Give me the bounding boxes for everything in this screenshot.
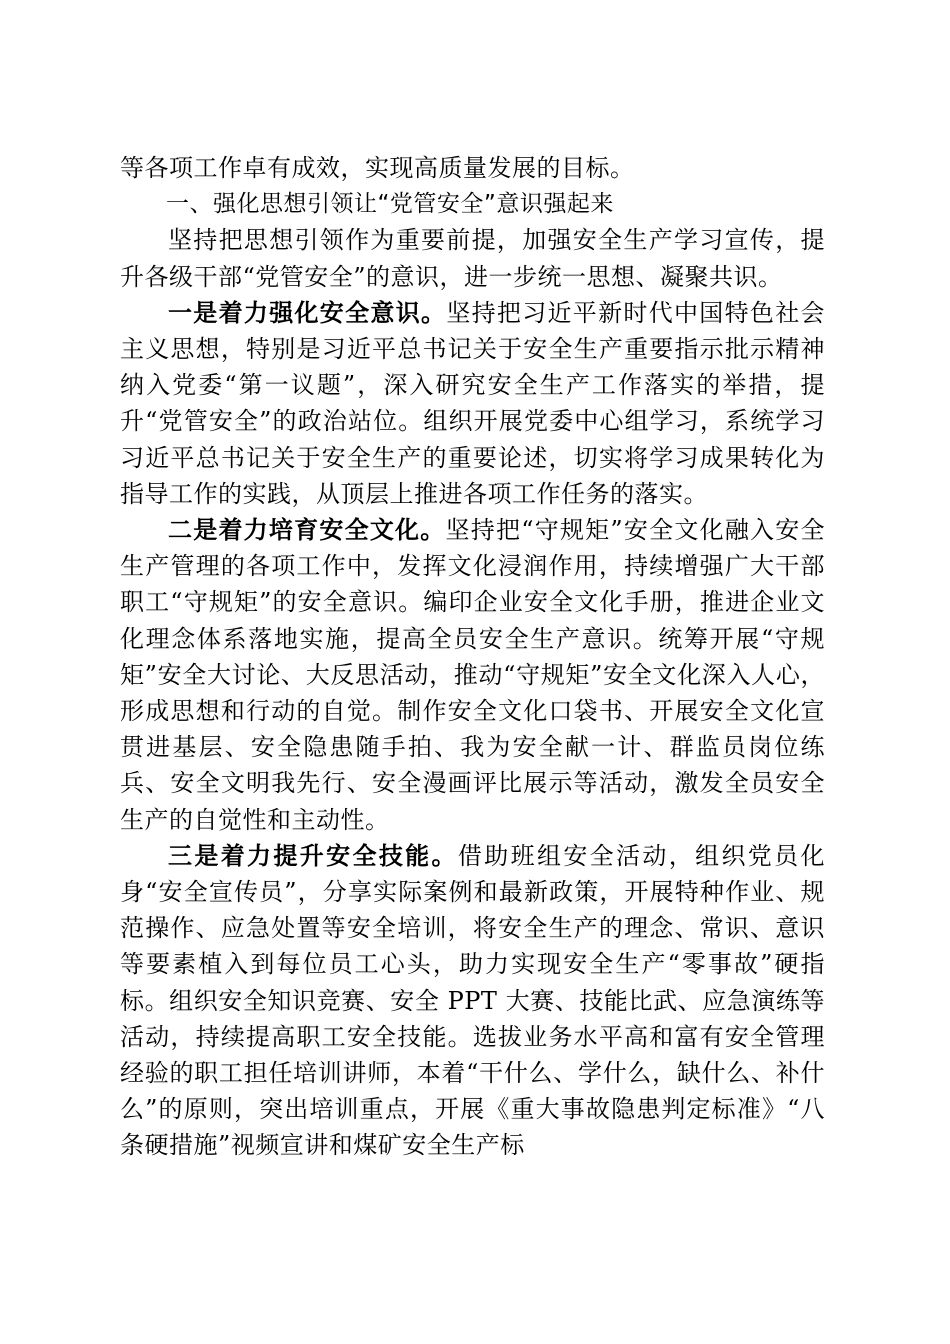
- continuation-line: 等各项工作卓有成效，实现高质量发展的目标。: [120, 154, 635, 182]
- document-body: [120, 150, 825, 1164]
- item-paragraph-2: [120, 512, 825, 838]
- item-body-2: 坚持把“守规矩”安全文化融入安全生产管理的各项工作中，发挥文化浸润作用，持续增强广大干部职工“守规矩”的安全意识。编印企业安全文化手册，推进企业文化理念体系落地实施，提高全员安全生产意识。统筹开展“守规矩”安全大讨论、大反思活动，推动“守规矩”安全文化深入人心，形成思想和行动的自觉。制作安全文化口袋书、开展安全文化宣贯进基层、安全隐患随手拍、我为安全献一计、群监员岗位练兵、安全文明我先行、安全漫画评比展示等活动，激发全员安全生产的自觉性和主动性。: [120, 516, 826, 834]
- intro-paragraph: 坚持把思想引领作为重要前提，加强安全生产学习宣传，提升各级干部“党管安全”的意识，进一步统一思想、凝聚共识。: [120, 226, 825, 291]
- item-paragraph-1: [120, 295, 825, 512]
- item-lead-1: 一是着力强化安全意识。: [168, 297, 447, 327]
- item-paragraph-3: [120, 838, 825, 1164]
- item-body-3: 借助班组安全活动，组织党员化身“安全宣传员”，分享实际案例和最新政策，开展特种作业、规范操作、应急处置等安全培训，将安全生产的理念、常识、意识等要素植入到每位员工心头，助力实现安全生产“零事故”硬指标。组织安全知识竞赛、安全 PPT 大赛、技能比武、应急演练等活动，持续提高职工安全技能。选拔业务水平高和富有安全管理经验的职工担任培训讲师，本着“干什么、学什么，缺什么、补什么”的原则，突出培训重点，开展《重大事故隐患判定标准》“八条硬措施”视频宣讲和煤矿安全生产标: [120, 841, 826, 1160]
- item-lead-3: 三是着力提升安全技能。: [168, 840, 458, 870]
- item-body-1: 坚持把习近平新时代中国特色社会主义思想，特别是习近平总书记关于安全生产重要指示批示精神纳入党委“第一议题”，深入研究安全生产工作落实的举措，提升“党管安全”的政治站位。组织开展党委中心组学习，系统学习习近平总书记关于安全生产的重要论述，切实将学习成果转化为指导工作的实践，从顶层上推进各项工作任务的落实。: [120, 298, 826, 508]
- section-heading: 一、强化思想引领让“党管安全”意识强起来: [166, 191, 614, 218]
- item-lead-2: 二是着力培育安全文化。: [168, 515, 446, 545]
